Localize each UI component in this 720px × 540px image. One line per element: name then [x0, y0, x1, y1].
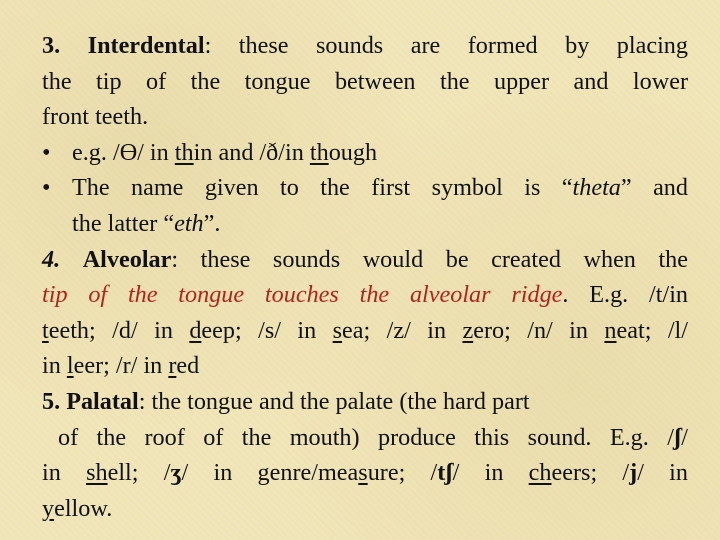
- underlined-th-though: th: [309, 138, 329, 166]
- section3-def-line2: the tip of the tongue between the upper and lower: [42, 67, 688, 95]
- section5-line4: [42, 491, 688, 527]
- s5-l3-d: enre/mea: [269, 459, 359, 487]
- bullet-dot: •: [42, 174, 51, 202]
- bullet-dot: •: [42, 138, 51, 166]
- section5-def-line1: : the tongue and the palate (the hard part: [138, 387, 530, 415]
- s5-l3-h: / in: [637, 459, 688, 487]
- bullet1-text-b: in and /ð/in: [193, 138, 310, 166]
- section4-line2: [42, 277, 688, 313]
- esh-symbol: ʃ: [673, 423, 682, 451]
- s4-l4-c: ed: [176, 352, 200, 380]
- section5-number: 5.: [42, 387, 61, 415]
- section3-number: 3.: [42, 32, 61, 59]
- s4-l3-c: ea; /z/ in: [342, 316, 463, 344]
- j-symbol: j: [629, 459, 638, 487]
- bullet1-text-c: ough: [328, 138, 378, 166]
- section4-line3: [42, 313, 688, 349]
- section5-line1: [42, 384, 688, 420]
- section3-line1: [42, 28, 688, 64]
- section3-bullet-example: [42, 135, 688, 171]
- s4-l3-e: eat; /l/: [616, 316, 689, 344]
- section3-line2: [42, 64, 688, 100]
- s5-l3-g: eers; /: [551, 459, 630, 487]
- s4-l4-b: eer; /r/ in: [73, 352, 169, 380]
- section4-line2-tail: . E.g. /t/in: [562, 281, 689, 309]
- underlined-l: l: [66, 352, 74, 380]
- underlined-y: y: [42, 494, 55, 522]
- bullet2-text-d: ”.: [203, 209, 221, 237]
- underlined-n: n: [604, 316, 617, 344]
- underlined-s: s: [332, 316, 343, 344]
- section4-def-line1: : these sounds would be created when the: [171, 245, 689, 273]
- s5-l3-e: ure; /: [367, 459, 438, 487]
- section4-term: Alveolar: [82, 245, 172, 273]
- theta-word: theta: [572, 174, 621, 202]
- underlined-d: d: [189, 316, 202, 344]
- s4-l4-a: in: [42, 352, 67, 380]
- s4-l3-a: eeth; /d/ in: [48, 316, 190, 344]
- s5-l3-b: ell; /: [107, 459, 171, 487]
- section3-bullet-names-line2: [42, 206, 688, 242]
- eth-word: eth: [174, 209, 204, 237]
- s5-l3-f: / in: [452, 459, 529, 487]
- section3-def-line3: front teeth.: [42, 103, 149, 131]
- underlined-sh: sh: [86, 459, 108, 487]
- underlined-th-thin: th: [174, 138, 194, 166]
- bullet1-text-a: e.g. /Ө/ in: [72, 138, 175, 166]
- bullet2-text-a: The name given to the first symbol is “: [72, 174, 573, 202]
- ezh-symbol: ʒ: [170, 459, 182, 487]
- s5-l3-a: in: [42, 459, 87, 487]
- section4-number: 4.: [42, 245, 61, 273]
- underlined-z: z: [462, 316, 474, 344]
- s5-l3-c: / in: [181, 459, 258, 487]
- bullet2-text-c: the latter “: [72, 209, 175, 237]
- section3-term: Interdental: [87, 32, 205, 59]
- section3-def-line1: : these sounds are formed by placing: [204, 32, 688, 59]
- section4-line1: [42, 242, 688, 278]
- s4-l3-b: eep; /s/ in: [201, 316, 333, 344]
- underlined-g: g: [257, 459, 270, 487]
- section4-line4: [42, 348, 688, 384]
- section3-line3: [42, 99, 688, 135]
- tsh-symbol: tʃ: [437, 459, 453, 487]
- section3-bullet-names-line1: [42, 170, 688, 206]
- section5-line2: [42, 420, 688, 456]
- slide-body: [42, 28, 688, 526]
- section5-term: Palatal: [66, 387, 139, 415]
- bullet2-text-b: ” and: [620, 174, 688, 202]
- underlined-r: r: [168, 352, 177, 380]
- underlined-s-measure: s: [358, 459, 368, 487]
- section5-def-line2: of the roof of the mouth) produce this sound. E.g. /: [58, 423, 674, 451]
- underlined-t: t: [42, 316, 49, 344]
- underlined-ch: ch: [528, 459, 552, 487]
- s5-l4-a: ellow.: [54, 494, 113, 522]
- section5-def-line2-end: /: [681, 423, 688, 451]
- s4-l3-d: ero; /n/ in: [473, 316, 605, 344]
- section5-line3: [42, 455, 688, 491]
- section4-highlight: tip of the tongue touches the alveolar ridge: [42, 281, 563, 309]
